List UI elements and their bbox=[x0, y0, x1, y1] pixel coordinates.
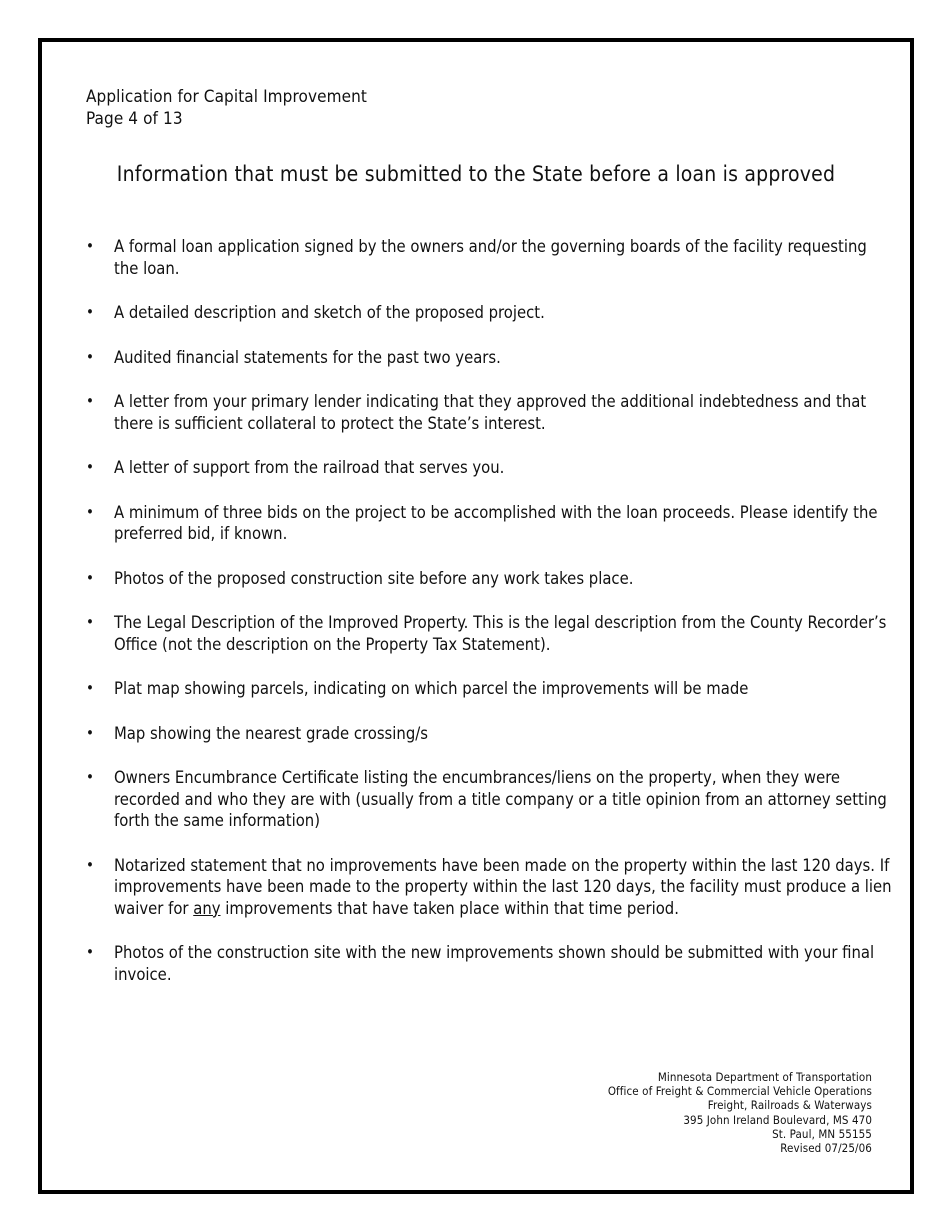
bullet-icon: • bbox=[86, 347, 94, 366]
division-name: Freight, Railroads & Waterways bbox=[707, 1098, 872, 1113]
application-title: Application for Capital Improvement bbox=[86, 87, 368, 107]
bullet-icon: • bbox=[86, 855, 94, 874]
bullet-icon: • bbox=[86, 303, 94, 321]
list-item-text: Audited financial statements for the past two years. bbox=[114, 347, 501, 367]
list-item-text: A letter from your primary lender indicating that they approved the additional indebtedness and that there is sufficient collateral to protect the State’s interest. bbox=[114, 392, 867, 433]
underlined-text: any bbox=[193, 898, 221, 918]
page-title: Information that must be submitted to the State before a loan is approved bbox=[116, 162, 836, 186]
list-item-text: The Legal Description of the Improved Property. This is the legal description from the County Recorder’s Office (not the description on the Property Tax Statement). bbox=[114, 613, 887, 654]
list-item-encumbrance-certificate bbox=[86, 767, 894, 832]
list-item-grade-crossing-map bbox=[86, 723, 894, 745]
list-item-text: Plat map showing parcels, indicating on which parcel the improvements will be made bbox=[114, 679, 749, 698]
text-segment: improvements that have taken place within that time period. bbox=[220, 898, 679, 918]
list-item-notarized-statement bbox=[86, 855, 894, 920]
city-state-zip: St. Paul, MN 55155 bbox=[772, 1126, 872, 1141]
bullet-icon: • bbox=[86, 568, 94, 587]
bullet-icon: • bbox=[86, 943, 94, 961]
bullet-icon: • bbox=[86, 679, 94, 697]
list-item-three-bids bbox=[86, 502, 894, 545]
page-number: Page 4 of 13 bbox=[86, 109, 183, 129]
list-item-text bbox=[114, 856, 892, 918]
list-item-loan-application bbox=[86, 236, 894, 279]
page-frame bbox=[38, 38, 914, 1194]
bullet-icon: • bbox=[86, 768, 94, 786]
list-item-text: Map showing the nearest grade crossing/s bbox=[114, 723, 428, 743]
list-item-text: A minimum of three bids on the project to be accomplished with the loan proceeds. Please identify the preferred bid, if known. bbox=[114, 502, 878, 543]
document-header bbox=[86, 86, 367, 130]
bullet-icon: • bbox=[86, 458, 94, 476]
list-item-site-photos-before bbox=[86, 568, 894, 590]
list-item-plat-map bbox=[86, 678, 894, 700]
list-item-text: A letter of support from the railroad that serves you. bbox=[114, 458, 505, 477]
office-name: Office of Freight & Commercial Vehicle Operations bbox=[607, 1084, 872, 1099]
agency-address-block bbox=[608, 1070, 872, 1155]
list-item-lender-letter bbox=[86, 391, 894, 434]
bullet-icon: • bbox=[86, 392, 94, 410]
text-segment: Notarized statement that no improvements have been made on the property within the last 120 days. If improvements have been made to the property within the last 120 days, the facility must produce a lien waiver for bbox=[114, 855, 892, 918]
list-item-text: A formal loan application signed by the owners and/or the governing boards of the facility requesting the loan. bbox=[114, 237, 867, 278]
list-item-project-description bbox=[86, 302, 894, 324]
list-item-railroad-support-letter bbox=[86, 457, 894, 479]
list-item-text: A detailed description and sketch of the proposed project. bbox=[114, 303, 545, 322]
bullet-icon: • bbox=[86, 723, 94, 742]
street-address: 395 John Ireland Boulevard, MS 470 bbox=[683, 1112, 872, 1127]
list-item-legal-description bbox=[86, 612, 894, 655]
list-item-text: Photos of the construction site with the new improvements shown should be submitted with your final invoice. bbox=[114, 943, 875, 984]
bullet-icon: • bbox=[86, 237, 94, 255]
list-item-financial-statements bbox=[86, 347, 894, 369]
agency-name: Minnesota Department of Transportation bbox=[657, 1070, 872, 1084]
bullet-icon: • bbox=[86, 613, 94, 631]
list-item-text: Photos of the proposed construction site before any work takes place. bbox=[114, 568, 634, 588]
list-item-text: Owners Encumbrance Certificate listing the encumbrances/liens on the property, when they were recorded and who they are with (usually from a title company or a title opinion from an attorney setting forth the same information) bbox=[114, 768, 887, 830]
revision-date: Revised 07/25/06 bbox=[780, 1141, 872, 1156]
list-item-site-photos-final bbox=[86, 942, 894, 985]
requirements-list bbox=[86, 236, 894, 1008]
bullet-icon: • bbox=[86, 502, 94, 521]
